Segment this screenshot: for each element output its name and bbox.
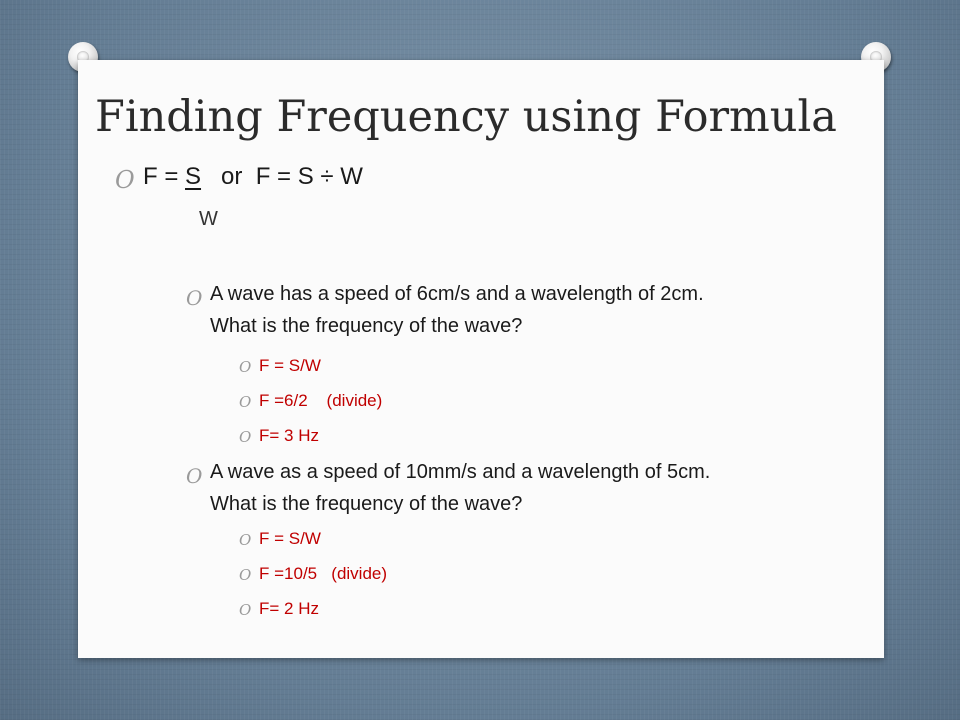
bullet-icon: O [239,601,252,619]
bullet-icon: O [239,531,252,549]
problem-1-step-2: F =6/2 (divide) [259,391,383,410]
problem-2-step-2: F =10/5 (divide) [259,564,388,583]
formula-denominator: W [199,208,218,230]
formula-line [143,163,363,191]
bullet-icon: O [239,393,252,411]
slide-title: Finding Frequency using Formula [95,92,837,142]
problem-2-step-3: F= 2 Hz [259,599,319,618]
formula-numerator: S [185,163,202,190]
slide-card [78,60,884,658]
bullet-icon: O [186,464,203,488]
problem-2-question-line-1: A wave as a speed of 10mm/s and a wavelength of 5cm. [210,461,711,483]
bullet-icon: O [239,566,252,584]
problem-1-step-3: F= 3 Hz [259,426,319,445]
bullet-icon: O [186,286,203,310]
bullet-icon: O [115,166,135,194]
problem-2-step-1: F = S/W [259,529,321,548]
problem-2-question-line-2: What is the frequency of the wave? [210,493,523,515]
formula-alternative: or F = S ÷ W [221,163,363,190]
problem-1-step-1: F = S/W [259,356,321,375]
bullet-icon: O [239,428,252,446]
problem-1-question-line-2: What is the frequency of the wave? [210,315,523,337]
formula-prefix: F = [143,163,186,190]
problem-1-question-line-1: A wave has a speed of 6cm/s and a wavelength of 2cm. [210,283,704,305]
bullet-icon: O [239,358,252,376]
